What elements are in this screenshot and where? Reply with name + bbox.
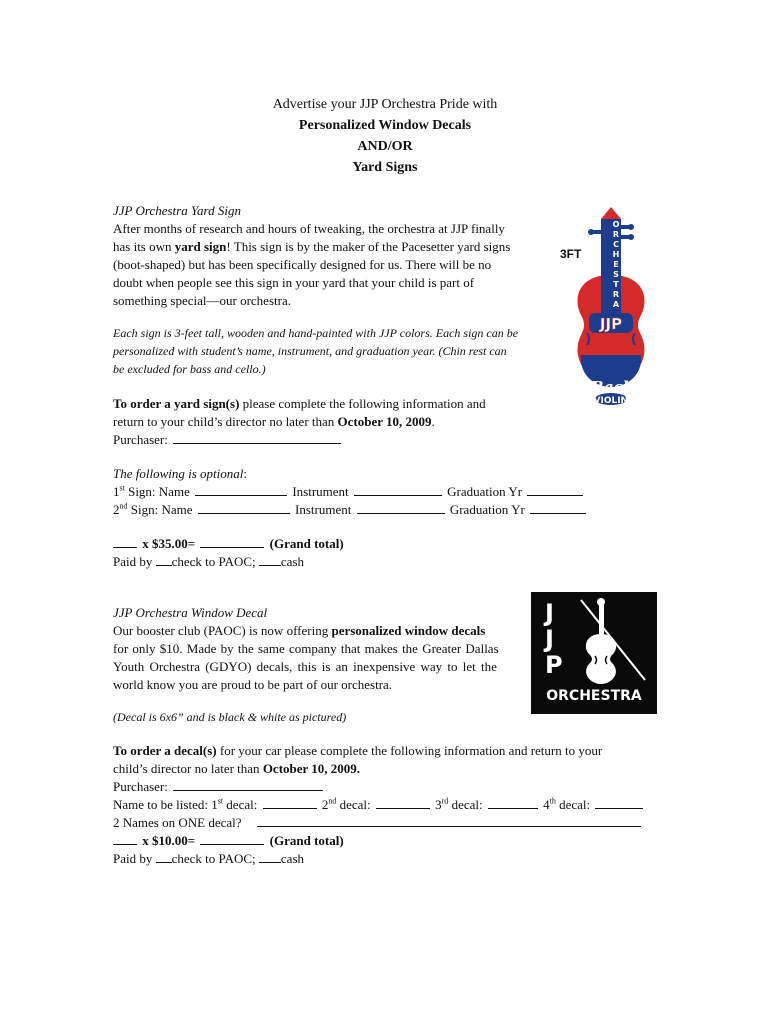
decal-price-row	[113, 832, 344, 850]
text: Instrument	[292, 484, 349, 499]
violin-name: Rachel	[591, 378, 649, 396]
text: Sign: Name	[127, 502, 193, 517]
sign1-name-field[interactable]	[195, 483, 287, 496]
text: ! This sign is by the maker of the Pacesetter yard signs	[226, 239, 511, 254]
text: decal:	[223, 797, 258, 812]
purchaser-label: Purchaser:	[113, 779, 168, 794]
text: st	[217, 796, 224, 806]
text: Our booster club (PAOC) is now offering	[113, 623, 332, 638]
letter: R	[612, 230, 620, 239]
text: Graduation Yr	[449, 502, 525, 517]
decal-order-line	[113, 742, 602, 760]
decal-deadline: October 10, 2009.	[262, 761, 361, 776]
size-label: 3FT	[560, 247, 582, 261]
yard-total-field[interactable]	[200, 535, 264, 548]
decal-letter: P	[545, 651, 563, 679]
text: 1	[211, 797, 218, 812]
yard-qty-field[interactable]	[113, 535, 137, 548]
text: check to PAOC;	[171, 851, 256, 866]
violin-bow-icon	[575, 596, 653, 684]
text: please complete the following information and	[239, 396, 486, 411]
yard-order-bold: To order a yard sign(s)	[113, 396, 240, 411]
text: rd	[441, 796, 449, 806]
decal4-name-field[interactable]	[595, 796, 643, 809]
yard-note-line: be excluded for bass and cello.)	[113, 362, 266, 376]
yard-order-line	[113, 413, 435, 431]
window-decal-image	[531, 592, 657, 714]
purchaser-label: Purchaser:	[113, 432, 168, 447]
decal-purchaser-field[interactable]	[173, 778, 323, 791]
text: child’s director no later than	[113, 761, 263, 776]
letter: T	[613, 280, 619, 289]
yard-sign-emphasis: yard sign	[174, 239, 227, 254]
text: 3	[435, 797, 442, 812]
decal-order-bold: To order a decal(s)	[113, 743, 217, 758]
violin-monogram: JJP	[599, 315, 623, 333]
decal2-name-field[interactable]	[376, 796, 430, 809]
letter: E	[613, 260, 619, 269]
yard-sign1-row	[113, 483, 585, 501]
decal-para-line	[113, 622, 485, 640]
text: Instrument	[295, 502, 352, 517]
letter: R	[612, 290, 620, 299]
sign2-grad-field[interactable]	[530, 501, 586, 514]
yard-deadline: October 10, 2009	[337, 414, 432, 429]
yard-purchaser-row	[113, 431, 343, 449]
text: 2	[113, 502, 120, 517]
text: .	[431, 414, 435, 429]
violin-instrument-year: VIOLIN '08	[593, 396, 647, 406]
text: (Grand total)	[269, 536, 344, 551]
sign1-grad-field[interactable]	[527, 483, 583, 496]
text: nd	[119, 501, 128, 511]
decal1-name-field[interactable]	[263, 796, 317, 809]
text: Name to be listed:	[113, 797, 212, 812]
decal-letter: J	[545, 599, 554, 627]
text: Paid by	[113, 554, 153, 569]
yard-optional-line	[113, 465, 247, 483]
yard-order-line	[113, 395, 486, 413]
decal-para-line: for only $10. Made by the same company that makes the Greater Dallas	[113, 641, 499, 656]
yard-para-line: something special—our orchestra.	[113, 293, 291, 308]
decal-check-field[interactable]	[156, 850, 172, 863]
letter: S	[613, 270, 619, 279]
title-line-3: AND/OR	[357, 139, 413, 154]
yard-para-line: (boot-shaped) but has been specifically designed for us. There will be no	[113, 257, 492, 272]
decal-letter: J	[545, 625, 554, 653]
text: for your car please complete the following information and return to your	[216, 743, 603, 758]
yard-paid-row	[113, 553, 304, 571]
optional-label: The following is optional	[113, 466, 244, 481]
decal-para-line: Youth Orchestra (GDYO) decals, this is an inexpensive way to let the	[113, 659, 497, 674]
text: 1	[113, 484, 120, 499]
yard-price-row	[113, 535, 344, 553]
decal-note: (Decal is 6x6” and is black & white as pictured)	[113, 710, 347, 724]
sign2-instrument-field[interactable]	[357, 501, 445, 514]
decal-cash-field[interactable]	[259, 850, 281, 863]
decal-emphasis: personalized window decals	[331, 623, 486, 638]
text: cash	[280, 554, 305, 569]
text: nd	[328, 796, 337, 806]
yard-cash-field[interactable]	[259, 553, 281, 566]
yard-para-line	[113, 238, 510, 256]
decal-total-field[interactable]	[200, 832, 264, 845]
text: x $10.00=	[142, 833, 196, 848]
title-line-2: Personalized Window Decals	[298, 118, 472, 133]
decal-two-names-row	[113, 814, 643, 832]
decal-para-line: world know you are proud to be part of our orchestra.	[113, 677, 393, 692]
letter: H	[612, 250, 620, 259]
title-line-1: Advertise your JJP Orchestra Pride with	[272, 97, 498, 112]
text: cash	[280, 851, 305, 866]
text: decal:	[336, 797, 371, 812]
text: x $35.00=	[142, 536, 196, 551]
text: :	[243, 466, 247, 481]
letter: A	[612, 300, 620, 309]
yard-sign-heading: JJP Orchestra Yard Sign	[113, 203, 241, 218]
text: check to PAOC;	[171, 554, 256, 569]
yard-note-line: personalized with student’s name, instrument, and graduation year. (Chin rest can	[113, 344, 507, 358]
decal3-name-field[interactable]	[488, 796, 538, 809]
text: return to your child’s director no later than	[113, 414, 338, 429]
two-names-field[interactable]	[257, 814, 641, 827]
text: (Grand total)	[269, 833, 344, 848]
letter: O	[612, 220, 620, 229]
decal-purchaser-row	[113, 778, 325, 796]
sign1-instrument-field[interactable]	[354, 483, 442, 496]
text: has its own	[113, 239, 175, 254]
decal-heading: JJP Orchestra Window Decal	[113, 605, 268, 620]
yard-note-line: Each sign is 3-feet tall, wooden and hand-painted with JJP colors. Each sign can be	[113, 326, 519, 340]
yard-sign2-row	[113, 501, 588, 519]
yard-para-line: After months of research and hours of tweaking, the orchestra at JJP finally	[113, 221, 505, 236]
decal-names-row	[113, 796, 645, 814]
decal-word: ORCHESTRA	[546, 688, 642, 704]
title-line-4: Yard Signs	[352, 160, 418, 175]
sign2-name-field[interactable]	[198, 501, 290, 514]
yard-para-line: doubt when people see this sign in your yard that your child is part of	[113, 275, 475, 290]
decal-qty-field[interactable]	[113, 832, 137, 845]
text: 2 Names on ONE decal?	[113, 815, 242, 830]
text: Paid by	[113, 851, 153, 866]
decal-order-line	[113, 760, 360, 778]
text: decal:	[555, 797, 591, 812]
text: 2	[321, 797, 329, 812]
text: Graduation Yr	[447, 484, 523, 499]
text: st	[119, 483, 125, 493]
violin-letters	[605, 220, 627, 310]
decal-paid-row	[113, 850, 304, 868]
text: Sign: Name	[124, 484, 190, 499]
text: decal:	[448, 797, 483, 812]
text: 4	[543, 797, 550, 812]
letter: C	[613, 240, 619, 249]
yard-purchaser-field[interactable]	[173, 431, 341, 444]
text: th	[549, 796, 556, 806]
decal-letters	[545, 600, 563, 678]
yard-check-field[interactable]	[156, 553, 172, 566]
